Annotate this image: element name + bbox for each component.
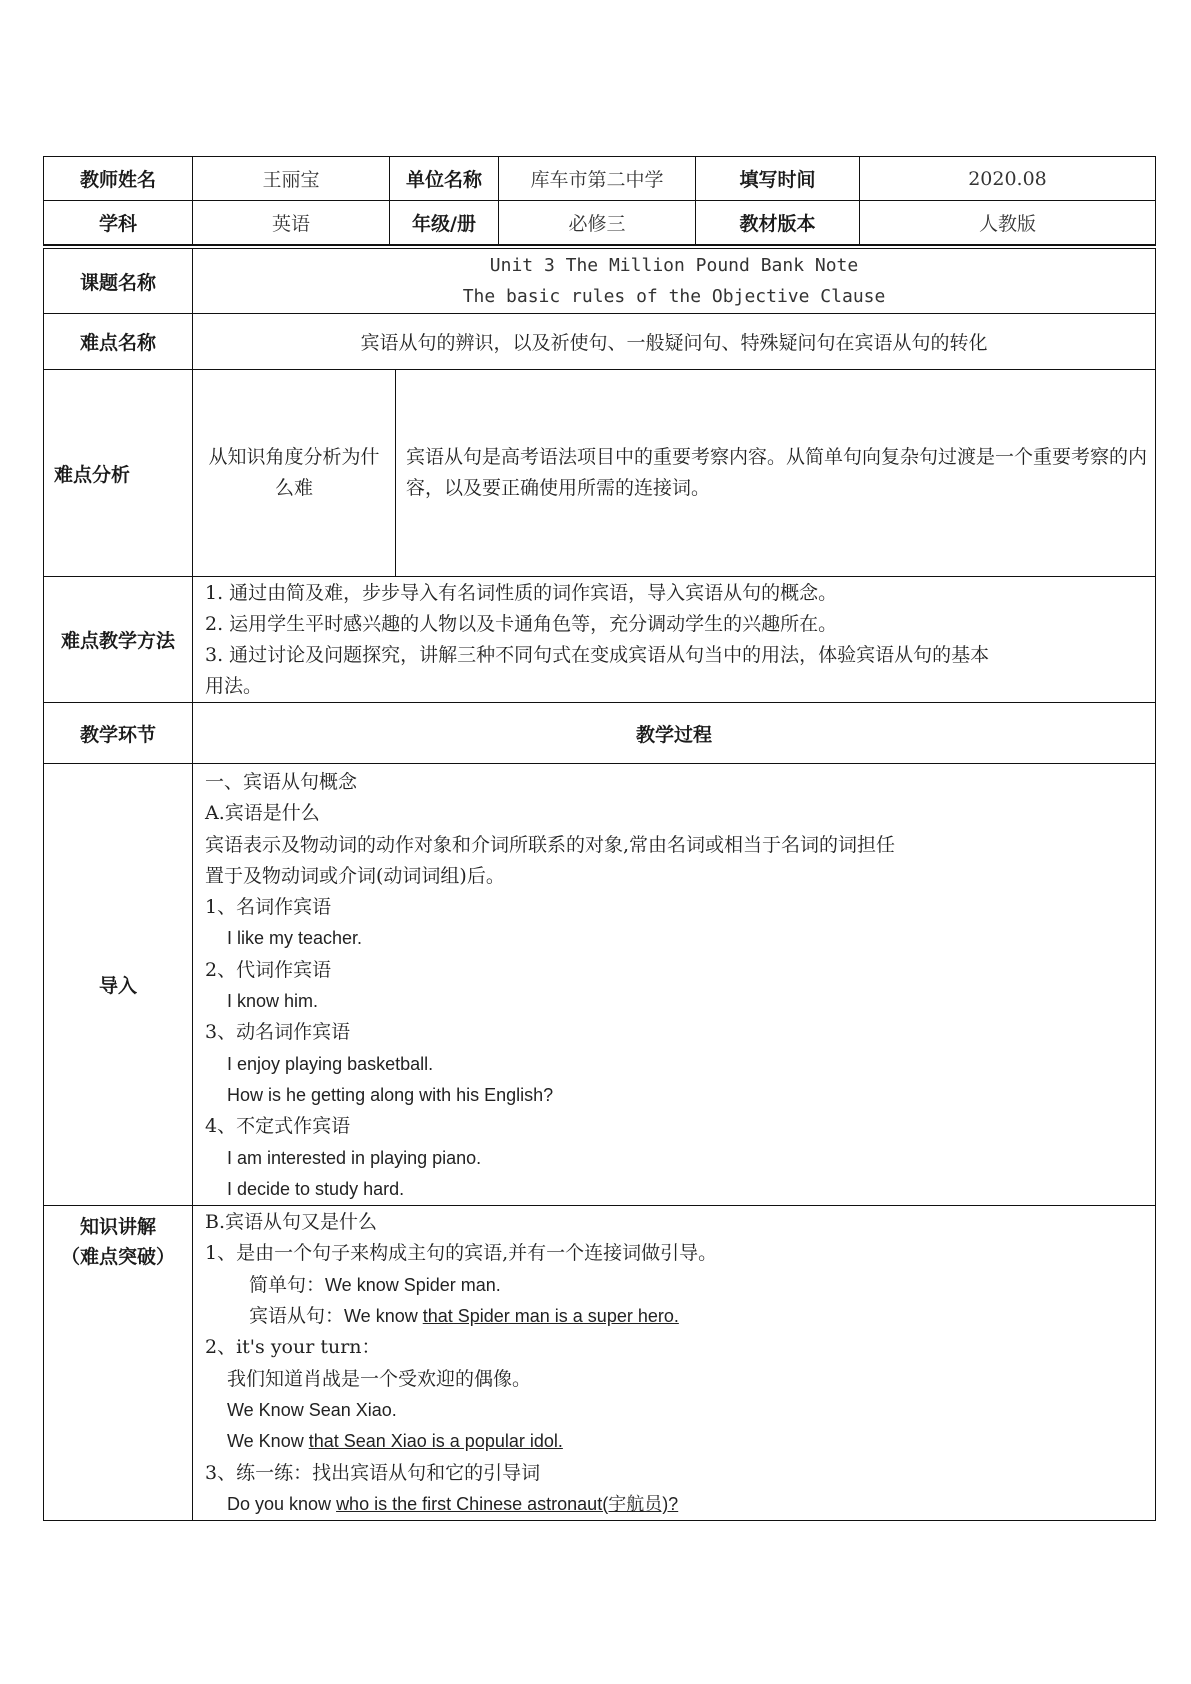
subject-label: 学科 [44,201,193,245]
grade-value: 必修三 [499,201,696,245]
clause-prefix: 宾语从句： [249,1305,345,1328]
analysis-label: 难点分析 [44,370,193,577]
method-list [193,577,1156,703]
knowledge-label [44,1206,193,1521]
intro-line: 2、代词作宾语 [205,958,332,981]
intro-line: I am interested in playing piano. [227,1147,482,1168]
grade-label: 年级/册 [390,201,499,245]
date-value: 2020.08 [860,157,1156,201]
method-item: 2. 运用学生平时感兴趣的人物以及卡通角色等，充分调动学生的兴趣所在。 [205,612,838,635]
knowledge-label-line-1: 知识讲解 [79,1216,156,1239]
example-clause-line [205,1426,1155,1457]
simple-text: We know Spider man. [325,1274,501,1295]
knowledge-point-2 [205,1332,1155,1363]
intro-line: I like my teacher. [227,928,363,949]
difficulty-label: 难点名称 [44,314,193,370]
date-label: 填写时间 [696,157,860,201]
intro-line: I know him. [227,991,319,1012]
example-simple: We Know Sean Xiao. [227,1399,397,1420]
question-line [205,1489,1155,1520]
knowledge-content [193,1206,1156,1521]
clause-underlined: that Spider man is a super hero. [422,1306,679,1327]
method-item: 3. 通过讨论及问题探究，讲解三种不同句式在变成宾语从句当中的用法，体验宾语从句的基本 [205,643,990,666]
question-main: Do you know [227,1493,337,1514]
knowledge-b-title: B.宾语从句又是什么 [205,1211,378,1234]
question-underlined: who is the first Chinese astronaut(宇航员)? [336,1493,679,1514]
stage-header: 教学环节 [44,703,193,764]
knowledge-point-3: 3、练一练：找出宾语从句和它的引导词 [205,1461,541,1484]
title-label: 课题名称 [44,249,193,314]
teacher-value: 王丽宝 [193,157,390,201]
teacher-label: 教师姓名 [44,157,193,201]
method-item: 用法。 [205,674,263,697]
intro-line: How is he getting along with his English? [227,1084,554,1105]
intro-content [193,764,1156,1206]
lesson-table [43,248,1156,1521]
unit-value: 库车市第二中学 [499,157,696,201]
subject-value: 英语 [193,201,390,245]
point2-text: 2、it's your turn： [205,1336,381,1359]
simple-prefix: 简单句： [249,1273,326,1296]
method-item: 1. 通过由简及难，步步导入有名词性质的词作宾语，导入宾语从句的概念。 [205,581,838,604]
knowledge-label-line-2: （难点突破） [60,1246,175,1269]
difficulty-value: 宾语从句的辨识，以及祈使句、一般疑问句、特殊疑问句在宾语从句的转化 [193,314,1156,370]
intro-line: 宾语表示及物动词的动作对象和介词所联系的对象,常由名词或相当于名词的词担任 [205,833,896,856]
cn-sentence: 我们知道肖战是一个受欢迎的偶像。 [227,1367,532,1390]
intro-line: I decide to study hard. [227,1178,405,1199]
clause-sentence-line [205,1301,1155,1332]
process-header: 教学过程 [193,703,1156,764]
intro-line: 1、名词作宾语 [205,896,332,919]
knowledge-point-1: 1、是由一个句子来构成主句的宾语,并有一个连接词做引导。 [205,1242,718,1265]
analysis-sub-label: 从知识角度分析为什么难 [193,370,396,577]
lesson-title-line-1: Unit 3 The Million Pound Bank Note [489,255,859,276]
analysis-text: 宾语从句是高考语法项目中的重要考察内容。从简单句向复杂句过渡是一个重要考察的内容，以及要正确使用所需的连接词。 [396,370,1156,577]
clause-main: We know [344,1306,423,1327]
intro-line: 一、宾语从句概念 [205,771,358,793]
intro-line: A.宾语是什么 [205,802,320,825]
example-underlined: that Sean Xiao is a popular idol. [308,1431,563,1452]
lesson-title-line-2: The basic rules of the Objective Clause [462,286,886,307]
edition-label: 教材版本 [696,201,860,245]
method-label: 难点教学方法 [44,577,193,703]
example-main: We Know [227,1431,309,1452]
unit-label: 单位名称 [390,157,499,201]
lesson-title [193,249,1156,314]
edition-value: 人教版 [860,201,1156,245]
intro-line: 置于及物动词或介词(动词词组)后。 [205,864,505,887]
simple-sentence-line [205,1270,1155,1301]
info-table [43,156,1156,246]
intro-line: 4、不定式作宾语 [205,1115,351,1138]
intro-line: I enjoy playing basketball. [227,1053,434,1074]
intro-label: 导入 [44,764,193,1206]
intro-line: 3、动名词作宾语 [205,1021,351,1044]
